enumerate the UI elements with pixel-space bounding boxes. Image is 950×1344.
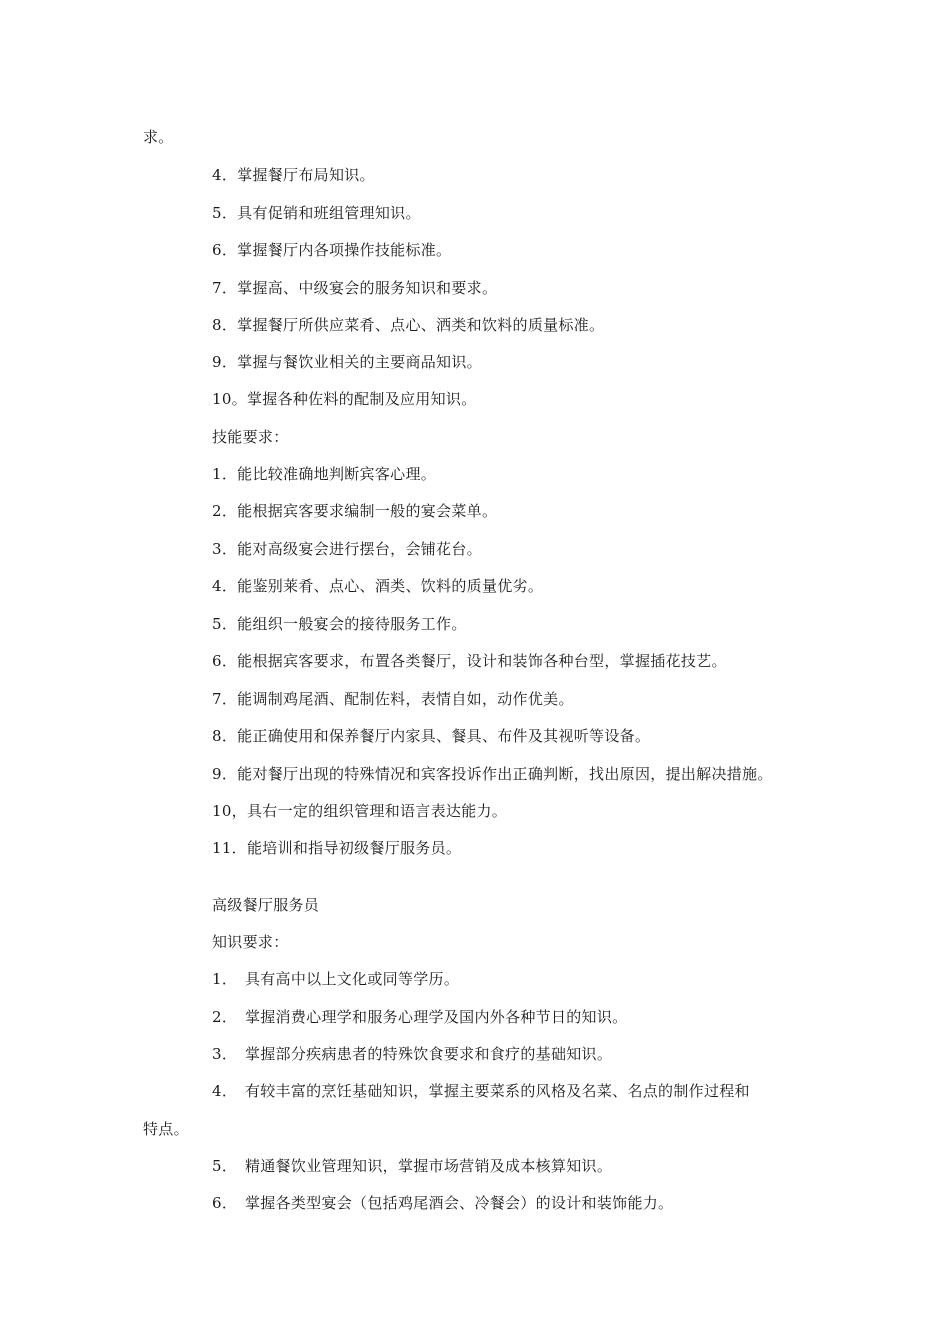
text-line: 求。 <box>143 128 174 146</box>
text-line: 5．能组织一般宴会的接待服务工作。 <box>212 615 467 633</box>
text-line: 特点。 <box>143 1120 189 1138</box>
text-line: 7．掌握高、中级宴会的服务知识和要求。 <box>212 279 498 297</box>
text-line: 6．掌握餐厅内各项操作技能标准。 <box>212 241 452 259</box>
text-line: 4．能鉴别莱肴、点心、酒类、饮料的质量优劣。 <box>212 577 544 595</box>
text-line: 2．能根据宾客要求编制一般的宴会菜单。 <box>212 502 498 520</box>
text-line: 3． 掌握部分疾病患者的特殊饮食要求和食疗的基础知识。 <box>212 1045 613 1063</box>
text-line: 9．掌握与餐饮业相关的主要商品知识。 <box>212 353 482 371</box>
text-line: 8．能正确使用和保养餐厅内家具、餐具、布件及其视听等设备。 <box>212 727 651 745</box>
text-line: 6． 掌握各类型宴会（包括鸡尾酒会、冷餐会）的设计和装饰能力。 <box>212 1194 674 1212</box>
text-line: 1．能比较准确地判断宾客心理。 <box>212 465 437 483</box>
text-line: 4．掌握餐厅布局知识。 <box>212 166 375 184</box>
text-line: 10。掌握各种佐料的配制及应用知识。 <box>212 390 477 408</box>
text-line: 1． 具有高中以上文化或同等学历。 <box>212 970 460 988</box>
text-line: 3．能对高级宴会进行摆台，会铺花台。 <box>212 540 482 558</box>
text-line: 5．具有促销和班组管理知识。 <box>212 204 421 222</box>
text-line: 7．能调制鸡尾酒、配制佐料，表情自如，动作优美。 <box>212 690 574 708</box>
text-line: 10，具右一定的组织管理和语言表达能力。 <box>212 802 508 820</box>
text-line: 4． 有较丰富的烹饪基础知识，掌握主要菜系的风格及名菜、名点的制作过程和 <box>212 1082 750 1100</box>
text-line: 5． 精通餐饮业管理知识，掌握市场营销及成本核算知识。 <box>212 1157 613 1175</box>
text-line: 2． 掌握消费心理学和服务心理学及国内外各种节日的知识。 <box>212 1008 628 1026</box>
section-heading: 知识要求： <box>212 933 289 951</box>
section-title: 高级餐厅服务员 <box>212 896 320 914</box>
section-heading: 技能要求： <box>212 428 289 446</box>
text-line: 8．掌握餐厅所供应菜肴、点心、洒类和饮料的质量标准。 <box>212 316 605 334</box>
text-line: 9．能对餐厅出现的特殊情况和宾客投诉作出正确判断，找出原因，提出解决措施。 <box>212 765 773 783</box>
text-line: 6．能根据宾客要求，布置各类餐厅，设计和装饰各种台型，掌握插花技艺。 <box>212 652 727 670</box>
text-line: 11．能培训和指导初级餐厅服务员。 <box>212 839 462 857</box>
